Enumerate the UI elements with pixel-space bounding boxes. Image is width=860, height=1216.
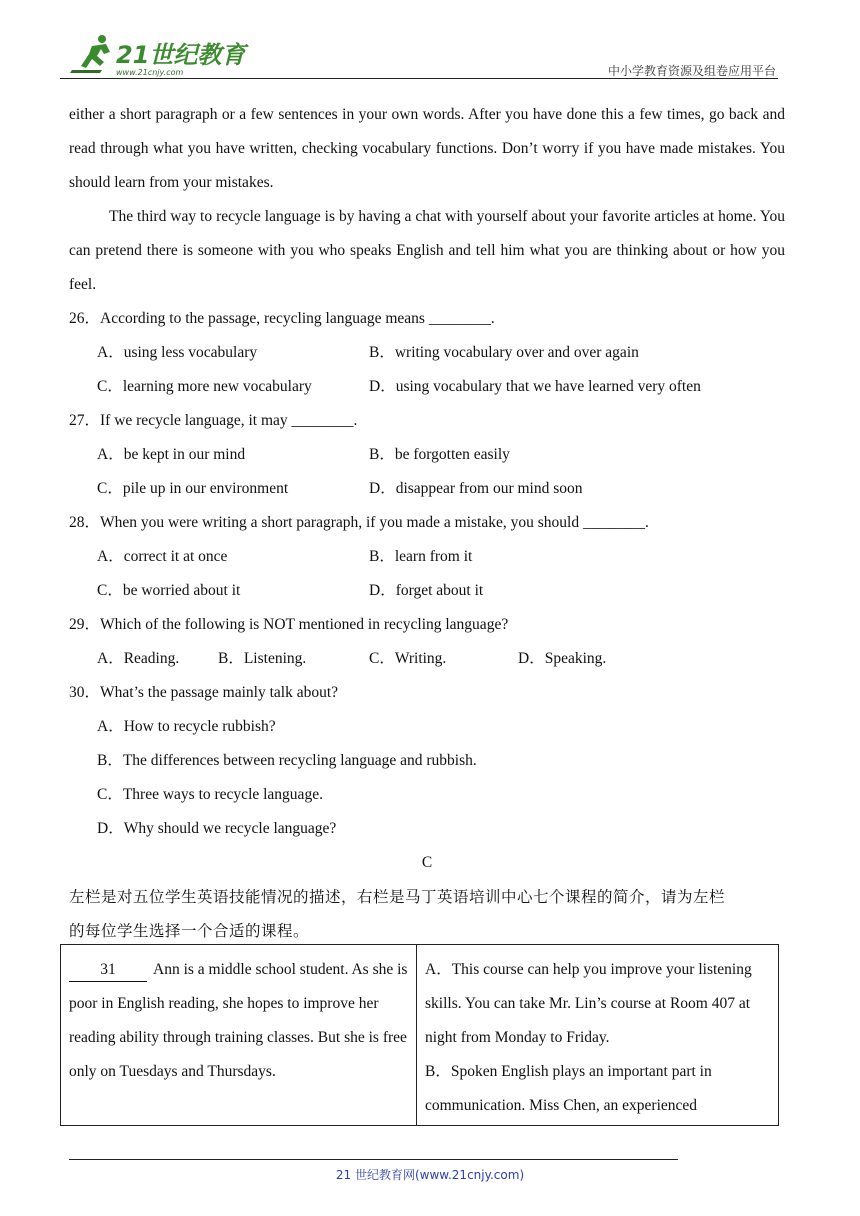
- option-30-b: B．The differences between recycling language and rubbish.: [97, 752, 477, 769]
- option-29-d: D．Speaking.: [518, 650, 607, 667]
- logo-url: www.21cnjy.com: [116, 68, 184, 77]
- option-28-a: A．correct it at once: [97, 548, 228, 565]
- question-29-options-row: [69, 642, 785, 676]
- logo-text: 21世纪教育: [116, 41, 246, 69]
- question-26-options-row-1: [69, 336, 785, 370]
- student-description-text: Ann is a middle school student. As she is poor in English reading, she hopes to improve her reading ability through training classes. But she is free only on Tuesdays and Thursdays.: [69, 961, 408, 1080]
- question-29-stem: 29．Which of the following is NOT mentioned in recycling language?: [69, 616, 509, 633]
- option-30-d: D．Why should we recycle language?: [97, 820, 337, 837]
- question-28-options-row-2: [69, 574, 785, 608]
- section-c-instruction-line-1: 左栏是对五位学生英语技能情况的描述，右栏是马丁英语培训中心七个课程的简介，请为左栏: [69, 888, 726, 906]
- course-a-text: A．This course can help you improve your listening skills. You can take Mr. Lin’s course at Room 407 at night from Monday to Friday.: [425, 961, 752, 1046]
- option-27-c: C．pile up in our environment: [97, 480, 289, 497]
- table-row: [61, 945, 779, 1126]
- option-27-b: B．be forgotten easily: [369, 446, 510, 463]
- option-29-a: A．Reading.: [97, 650, 180, 667]
- section-c-instruction-line-2: 的每位学生选择一个合适的课程。: [69, 922, 310, 940]
- question-27-options-row-2: [69, 472, 785, 506]
- footer-divider: [69, 1159, 678, 1160]
- question-28-options-row-1: [69, 540, 785, 574]
- matching-table: [60, 944, 779, 1126]
- question-28-stem: 28．When you were writing a short paragraph, if you made a mistake, you should ________.: [69, 514, 649, 531]
- option-28-c: C．be worried about it: [97, 582, 241, 599]
- section-c-heading: C: [421, 854, 433, 871]
- site-logo: [62, 32, 246, 78]
- question-26-stem: 26．According to the passage, recycling language means ________.: [69, 310, 495, 327]
- platform-name: 中小学教育资源及组卷应用平台: [607, 64, 776, 78]
- course-b-text: B．Spoken English plays an important part in communication. Miss Chen, an experienced: [425, 1063, 712, 1114]
- student-description-cell: [61, 945, 417, 1126]
- question-27-options-row-1: [69, 438, 785, 472]
- option-26-b: B．writing vocabulary over and over again: [369, 344, 639, 361]
- course-description-cell: [417, 945, 779, 1126]
- option-26-c: C．learning more new vocabulary: [97, 378, 312, 395]
- question-27-stem: 27．If we recycle language, it may ________.: [69, 412, 358, 429]
- runner-icon: [70, 35, 110, 73]
- option-29-b: B．Listening.: [218, 650, 307, 667]
- option-28-d: D．forget about it: [369, 582, 484, 599]
- option-26-d: D．using vocabulary that we have learned very often: [369, 378, 701, 395]
- answer-blank-31: 31: [69, 959, 147, 982]
- passage-paragraph-1: either a short paragraph or a few sentences in your own words. After you have done this a few times, go back and read through what you have written, checking vocabulary functions. Don’t worry if you have made mistakes. You should learn from your mistakes.: [69, 106, 785, 191]
- option-26-a: A．using less vocabulary: [97, 344, 258, 361]
- question-26-options-row-2: [69, 370, 785, 404]
- option-29-c: C．Writing.: [369, 650, 447, 667]
- option-27-a: A．be kept in our mind: [97, 446, 246, 463]
- option-27-d: D．disappear from our mind soon: [369, 480, 583, 497]
- passage-paragraph-2: The third way to recycle language is by having a chat with yourself about your favorite articles at home. You can pretend there is someone with you who speaks English and tell him what you are thinking about or how you feel.: [69, 208, 785, 293]
- header-divider: [60, 78, 778, 79]
- option-28-b: B．learn from it: [369, 548, 473, 565]
- option-30-c: C．Three ways to recycle language.: [97, 786, 323, 803]
- page-header: [60, 30, 778, 78]
- question-30-stem: 30．What’s the passage mainly talk about?: [69, 684, 339, 701]
- page-footer: 21 世纪教育网(www.21cnjy.com): [335, 1168, 525, 1182]
- option-30-a: A．How to recycle rubbish?: [97, 718, 276, 735]
- document-body: [69, 98, 785, 948]
